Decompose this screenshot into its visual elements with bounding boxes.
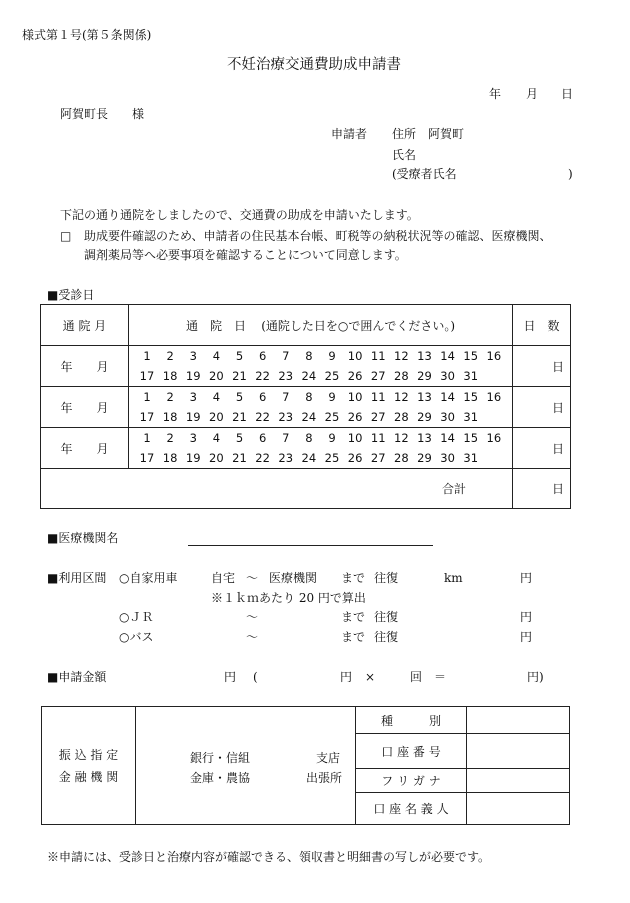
day-number[interactable]: 24 — [301, 451, 317, 465]
day-number[interactable]: 14 — [440, 431, 455, 445]
col-header-days — [129, 305, 513, 346]
route-jr-tilde: 〜 — [246, 610, 259, 624]
day-number[interactable]: 1 — [143, 431, 151, 445]
month-cell[interactable]: 年 月 — [41, 387, 129, 428]
day-number[interactable]: 27 — [370, 451, 386, 465]
date-day-label: 日 — [561, 87, 574, 101]
route-jr-yen: 円 — [520, 610, 533, 624]
addressee: 阿賀町長 様 — [60, 107, 145, 121]
account-number-value[interactable] — [467, 734, 570, 769]
route-option-bus[interactable]: ○バス — [119, 630, 154, 644]
page-title: 不妊治療交通費助成申請書 — [227, 57, 401, 73]
day-number[interactable]: 8 — [305, 431, 313, 445]
day-number[interactable]: 3 — [189, 431, 197, 445]
day-number[interactable]: 4 — [212, 349, 221, 363]
day-number[interactable]: 12 — [394, 390, 409, 404]
day-number[interactable]: 22 — [255, 410, 270, 424]
day-number[interactable]: 19 — [185, 369, 201, 383]
route-heading: ■利用区間 — [47, 571, 107, 585]
day-number[interactable]: 2 — [166, 349, 174, 363]
address-value: 阿賀町 — [428, 127, 465, 141]
day-number[interactable]: 4 — [212, 431, 221, 445]
amount-yen-result: 円) — [527, 670, 544, 684]
day-number[interactable]: 25 — [324, 410, 340, 424]
month-cell[interactable]: 年 月 — [41, 346, 129, 387]
day-number[interactable]: 10 — [347, 431, 363, 445]
visit-row-1 — [41, 346, 571, 387]
day-number[interactable]: 22 — [255, 451, 270, 465]
day-number[interactable]: 10 — [347, 390, 363, 404]
day-number[interactable]: 16 — [486, 390, 502, 404]
day-number[interactable]: 30 — [440, 410, 455, 424]
day-number[interactable]: 20 — [209, 451, 224, 465]
route-option-jr[interactable]: ○ＪＲ — [119, 610, 154, 624]
day-number[interactable]: 21 — [232, 369, 247, 383]
branch-type-line2: 出張所 — [306, 770, 343, 785]
day-number[interactable]: 18 — [162, 369, 178, 383]
total-label: 合計 — [41, 469, 513, 509]
route-car-yen: 円 — [520, 571, 533, 585]
route-car-from: 自宅 — [211, 571, 236, 585]
day-number[interactable]: 26 — [347, 451, 363, 465]
bank-label-cell — [42, 707, 136, 825]
visit-row-3 — [41, 428, 571, 469]
day-number[interactable]: 23 — [278, 451, 294, 465]
consent-checkbox[interactable]: □ — [60, 229, 72, 243]
days-row-1-15 — [129, 428, 512, 448]
day-number[interactable]: 13 — [417, 390, 432, 404]
amount-heading: ■申請金額 — [47, 670, 107, 684]
day-number[interactable]: 29 — [417, 410, 432, 424]
day-number[interactable]: 23 — [278, 369, 294, 383]
day-number[interactable]: 8 — [305, 390, 313, 404]
day-number[interactable]: 11 — [370, 349, 386, 363]
day-number[interactable]: 28 — [394, 369, 409, 383]
route-bus-ofuku: 往復 — [374, 630, 399, 644]
day-number[interactable]: 3 — [189, 390, 197, 404]
amount-paren-open: ( — [253, 670, 258, 684]
month-cell[interactable]: 年 月 — [41, 428, 129, 469]
institution-name-line[interactable] — [188, 545, 433, 546]
patient-name-close: ) — [568, 167, 573, 181]
day-number[interactable]: 24 — [301, 369, 317, 383]
route-option-car[interactable]: ○自家用車 — [119, 571, 178, 585]
day-number[interactable]: 30 — [440, 451, 455, 465]
day-number[interactable]: 18 — [162, 451, 178, 465]
visit-days-table — [40, 304, 571, 509]
days-cell[interactable] — [129, 387, 513, 428]
day-number[interactable]: 5 — [235, 349, 244, 363]
day-number[interactable]: 29 — [417, 369, 432, 383]
day-number[interactable]: 16 — [486, 431, 502, 445]
day-number[interactable]: 31 — [463, 410, 479, 424]
total-count-cell[interactable]: 日 — [513, 469, 571, 509]
branch-type-line1: 支店 — [316, 750, 341, 765]
amount-yen-total: 円 — [224, 670, 237, 684]
form-number: 様式第１号(第５条関係) — [22, 28, 152, 42]
day-number[interactable]: 26 — [347, 410, 363, 424]
day-number[interactable]: 14 — [440, 349, 455, 363]
footnote: ※申請には、受診日と治療内容が確認できる、領収書と明細書の写しが必要です。 — [47, 850, 491, 864]
days-row-16-31 — [129, 407, 512, 427]
day-number[interactable]: 17 — [139, 369, 155, 383]
route-car-tilde: 〜 — [246, 571, 259, 585]
day-number[interactable]: 9 — [328, 431, 336, 445]
day-number[interactable]: 5 — [235, 431, 244, 445]
day-number[interactable]: 4 — [212, 390, 221, 404]
col-header-days-main: 通 院 日 — [185, 318, 246, 333]
address-label: 住所 — [392, 127, 417, 141]
day-number[interactable]: 14 — [440, 390, 455, 404]
col-header-days-note: (通院した日を○で囲んでください。) — [261, 318, 456, 333]
route-car-ofuku: 往復 — [374, 571, 399, 585]
count-cell[interactable]: 日 — [513, 428, 571, 469]
date-year-label: 年 — [489, 87, 502, 101]
route-car-to: 医療機関 — [269, 571, 318, 585]
day-number[interactable]: 12 — [394, 431, 409, 445]
days-cell[interactable] — [129, 346, 513, 387]
col-header-month: 通 院 月 — [41, 305, 129, 346]
day-number[interactable]: 15 — [463, 349, 479, 363]
amount-equals: ＝ — [434, 670, 447, 684]
day-number[interactable]: 20 — [209, 369, 224, 383]
day-number[interactable]: 25 — [324, 369, 340, 383]
day-number[interactable]: 2 — [166, 390, 174, 404]
days-row-16-31 — [129, 448, 512, 468]
bank-label-line2: 金 融 機 関 — [58, 769, 119, 784]
day-number[interactable]: 6 — [258, 349, 267, 363]
day-number[interactable]: 28 — [394, 451, 409, 465]
patient-name-label: (受療者氏名 — [392, 167, 457, 181]
name-label: 氏名 — [392, 148, 417, 162]
route-bus-made: まで — [341, 630, 366, 644]
day-number[interactable]: 28 — [394, 410, 409, 424]
day-number[interactable]: 7 — [282, 390, 290, 404]
day-number[interactable]: 9 — [328, 349, 336, 363]
count-cell[interactable]: 日 — [513, 346, 571, 387]
bank-table — [41, 706, 570, 825]
day-number[interactable]: 6 — [258, 431, 267, 445]
day-number[interactable]: 1 — [143, 349, 151, 363]
day-number[interactable]: 8 — [305, 349, 313, 363]
amount-times: × — [365, 670, 376, 684]
day-number[interactable]: 16 — [486, 349, 502, 363]
account-number-label: 口 座 番 号 — [356, 734, 467, 769]
intro-text: 下記の通り通院をしましたので、交通費の助成を申請いたします。 — [60, 208, 419, 222]
day-number[interactable]: 22 — [255, 369, 270, 383]
day-number[interactable]: 21 — [232, 451, 247, 465]
account-type-value[interactable] — [467, 707, 570, 734]
route-car-note: ※１ｋｍあたり 20 円で算出 — [211, 591, 366, 605]
day-number[interactable]: 17 — [139, 451, 155, 465]
route-car-km: km — [444, 571, 463, 585]
day-number[interactable]: 10 — [347, 349, 363, 363]
day-number[interactable]: 13 — [417, 349, 432, 363]
institution-heading: ■医療機関名 — [47, 531, 119, 545]
bank-name-cell[interactable] — [136, 707, 356, 825]
route-bus-yen: 円 — [520, 630, 533, 644]
day-number[interactable]: 20 — [209, 410, 224, 424]
route-bus-tilde: 〜 — [246, 630, 259, 644]
day-number[interactable]: 19 — [185, 410, 201, 424]
day-number[interactable]: 19 — [185, 451, 201, 465]
furigana-value[interactable] — [467, 769, 570, 793]
day-number[interactable]: 17 — [139, 410, 155, 424]
day-number[interactable]: 27 — [370, 410, 386, 424]
day-number[interactable]: 11 — [370, 431, 386, 445]
day-number[interactable]: 21 — [232, 410, 247, 424]
route-jr-made: まで — [341, 610, 366, 624]
day-number[interactable]: 15 — [463, 390, 479, 404]
visit-row-2 — [41, 387, 571, 428]
day-number[interactable]: 7 — [282, 431, 290, 445]
route-car-made: まで — [341, 571, 366, 585]
day-number[interactable]: 30 — [440, 369, 455, 383]
day-number[interactable]: 6 — [258, 390, 267, 404]
day-number[interactable]: 2 — [166, 431, 174, 445]
day-number[interactable]: 1 — [143, 390, 151, 404]
day-number[interactable]: 31 — [463, 451, 479, 465]
day-number[interactable]: 11 — [370, 390, 386, 404]
amount-kai: 回 — [410, 670, 423, 684]
bank-label-line1: 振 込 指 定 — [58, 747, 119, 762]
day-number[interactable]: 18 — [162, 410, 178, 424]
days-row-16-31 — [129, 366, 512, 386]
day-number[interactable]: 12 — [394, 349, 409, 363]
days-cell[interactable] — [129, 428, 513, 469]
day-number[interactable]: 26 — [347, 369, 363, 383]
day-number[interactable]: 7 — [282, 349, 290, 363]
bank-type-line1: 銀行・信組 — [190, 750, 251, 765]
count-cell[interactable]: 日 — [513, 387, 571, 428]
day-number[interactable]: 24 — [301, 410, 317, 424]
account-type-label: 種 別 — [356, 707, 467, 734]
days-row-1-15 — [129, 346, 512, 366]
day-number[interactable]: 15 — [463, 431, 479, 445]
day-number[interactable]: 13 — [417, 431, 432, 445]
bank-type-line2: 金庫・農協 — [190, 770, 251, 785]
consent-text-line2: 調剤薬局等へ必要事項を確認することについて同意します。 — [84, 248, 407, 262]
day-number[interactable]: 9 — [328, 390, 336, 404]
day-number[interactable]: 25 — [324, 451, 340, 465]
day-number[interactable]: 23 — [278, 410, 294, 424]
day-number[interactable]: 27 — [370, 369, 386, 383]
account-holder-value[interactable] — [467, 793, 570, 825]
account-holder-label: 口 座 名 義 人 — [356, 793, 467, 825]
day-number[interactable]: 31 — [463, 369, 479, 383]
amount-yen-unit: 円 — [340, 670, 353, 684]
day-number[interactable]: 29 — [417, 451, 432, 465]
visit-section-heading: ■受診日 — [47, 288, 95, 302]
date-month-label: 月 — [526, 87, 539, 101]
col-header-count: 日 数 — [513, 305, 571, 346]
day-number[interactable]: 3 — [189, 349, 197, 363]
days-row-1-15 — [129, 387, 512, 407]
applicant-label: 申請者 — [331, 127, 368, 141]
furigana-label: フ リ ガ ナ — [356, 769, 467, 793]
route-jr-ofuku: 往復 — [374, 610, 399, 624]
day-number[interactable]: 5 — [235, 390, 244, 404]
consent-text-line1: 助成要件確認のため、申請者の住民基本台帳、町税等の納税状況等の確認、医療機関、 — [84, 229, 552, 243]
